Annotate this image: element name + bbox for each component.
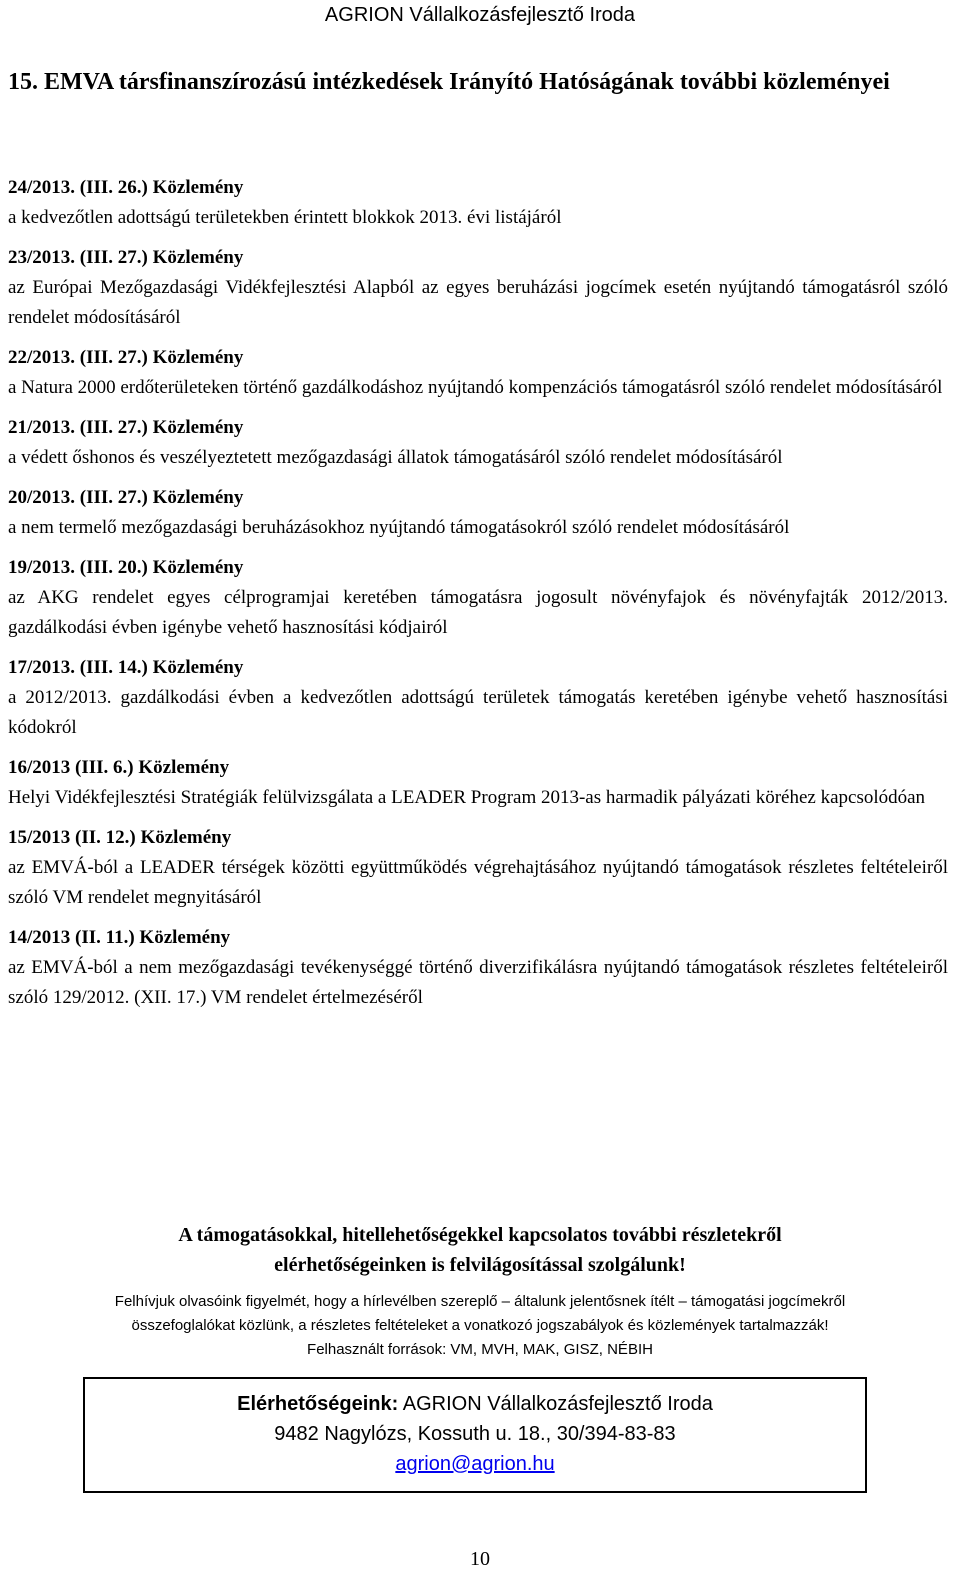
notice-list xyxy=(8,173,948,1023)
notice-heading: 21/2013. (III. 27.) Közlemény xyxy=(8,417,244,438)
notice-heading: 23/2013. (III. 27.) Közlemény xyxy=(8,247,244,268)
contact-address: 9482 Nagylózs, Kossuth u. 18., 30/394-83-83 xyxy=(274,1423,676,1445)
notice-text: a Natura 2000 erdőterületeken történő gazdálkodáshoz nyújtandó kompenzációs támogatásról szóló rendelet módosításáról xyxy=(8,377,943,398)
notice-heading: 17/2013. (III. 14.) Közlemény xyxy=(8,657,244,678)
contact-label: Elérhetőségeink: xyxy=(237,1393,399,1415)
notice-heading: 16/2013 (III. 6.) Közlemény xyxy=(8,757,230,778)
notice-item xyxy=(8,653,948,743)
notice-text: az EMVÁ-ból a nem mezőgazdasági tevékenységgé történő diverzifikálásra nyújtandó támogatások részletes feltételeiről szóló 129/2012. (XII. 17.) VM rendelet értelmezéséről xyxy=(8,957,948,1008)
notice-text: Helyi Vidékfejlesztési Stratégiák felülvizsgálata a LEADER Program 2013-as harmadik pályázati köréhez kapcsolódóan xyxy=(8,787,926,808)
notice-text: a védett őshonos és veszélyeztetett mezőgazdasági állatok támogatásáról szóló rendelet módosításáról xyxy=(8,447,783,468)
contact-box xyxy=(83,1377,867,1493)
sources-line: Felhasznált források: VM, MVH, MAK, GISZ, NÉBIH xyxy=(307,1341,653,1358)
contact-email-link[interactable]: agrion@agrion.hu xyxy=(395,1453,555,1475)
notice-heading: 19/2013. (III. 20.) Közlemény xyxy=(8,557,244,578)
notice-item xyxy=(8,753,948,813)
notice-item xyxy=(8,823,948,913)
notice-text: a nem termelő mezőgazdasági beruházásokhoz nyújtandó támogatásokról szóló rendelet módosításáról xyxy=(8,517,790,538)
notice-text: a 2012/2013. gazdálkodási évben a kedvezőtlen adottságú területek támogatás keretében igénybe vehető hasznosítási kódokról xyxy=(8,687,948,738)
notice-item xyxy=(8,343,948,403)
support-callout xyxy=(0,1220,960,1280)
contact-org-line xyxy=(85,1389,865,1419)
notice-item xyxy=(8,483,948,543)
notice-item xyxy=(8,243,948,333)
notice-item xyxy=(8,173,948,233)
notice-text: a kedvezőtlen adottságú területekben érintett blokkok 2013. évi listájáról xyxy=(8,207,562,228)
notice-item xyxy=(8,923,948,1013)
page-number: 10 xyxy=(470,1548,490,1570)
running-header: AGRION Vállalkozásfejlesztő Iroda xyxy=(324,4,636,26)
notice-text: az AKG rendelet egyes célprogramjai keretében támogatásra jogosult növényfajok és növényfajták 2012/2013. gazdálkodási évben igénybe vehető hasznosítási kódjairól xyxy=(8,587,948,638)
notice-heading: 14/2013 (II. 11.) Közlemény xyxy=(8,927,231,948)
notice-heading: 20/2013. (III. 27.) Közlemény xyxy=(8,487,244,508)
disclaimer-line: Felhívjuk olvasóink figyelmét, hogy a hírlevélben szereplő – általunk jelentősnek ítélt – támogatási jogcímekről xyxy=(114,1293,846,1310)
notice-item xyxy=(8,553,948,643)
notice-heading: 24/2013. (III. 26.) Közlemény xyxy=(8,177,244,198)
contact-org: AGRION Vállalkozásfejlesztő Iroda xyxy=(398,1393,713,1415)
callout-line: A támogatásokkal, hitellehetőségekkel kapcsolatos további részletekről xyxy=(178,1224,782,1246)
section-title: 15. EMVA társfinanszírozású intézkedések Irányító Hatóságának további közleményei xyxy=(8,69,890,95)
notice-item xyxy=(8,413,948,473)
notice-text: az EMVÁ-ból a LEADER térségek közötti együttműködés végrehajtásához nyújtandó támogatások részletes feltételeiről szóló VM rendelet megnyitásáról xyxy=(8,857,948,908)
notice-heading: 15/2013 (II. 12.) Közlemény xyxy=(8,827,232,848)
notice-text: az Európai Mezőgazdasági Vidékfejlesztési Alapból az egyes beruházási jogcímek esetén nyújtandó támogatásról szóló rendelet módosításáról xyxy=(8,277,948,328)
callout-line: elérhetőségeinken is felvilágosítással szolgálunk! xyxy=(274,1254,686,1276)
disclaimer xyxy=(0,1290,960,1362)
notice-heading: 22/2013. (III. 27.) Közlemény xyxy=(8,347,244,368)
disclaimer-line: összefoglalókat közlünk, a részletes feltételeket a vonatkozó jogszabályok és közlemények tartalmazzák! xyxy=(131,1317,829,1334)
